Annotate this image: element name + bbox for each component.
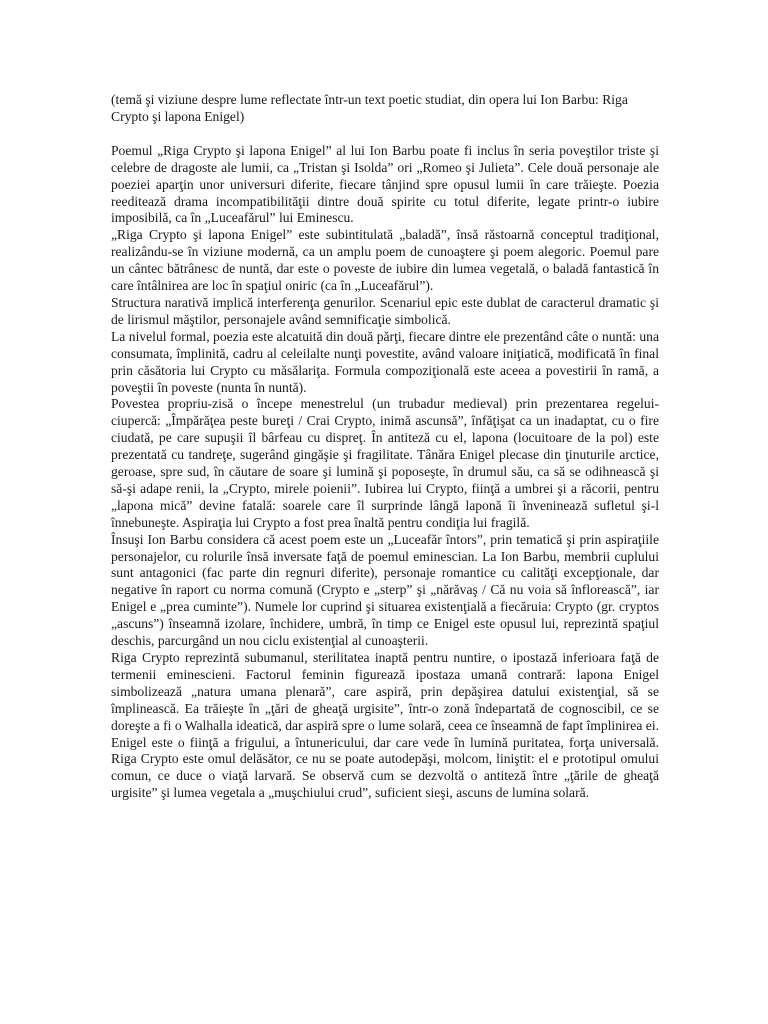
paragraph-ballad: „Riga Crypto şi lapona Enigel” este subintitulată „baladă”, însă răstoarnă conceptul tradiţional, realizându-se în viziune modernă, ca un amplu poem de cunoaştere şi poem alegoric. Poemul pare un cântec bătrânesc de nuntă, dar este o poveste de iubire din lumea vegetală, o baladă fantastică în care întâlnirea are loc în spaţiul oniric (ca în „Luceafărul”). xyxy=(111,227,659,294)
paragraph-story: Povestea propriu-zisă o începe menestrelul (un trubadur medieval) prin prezentarea regelui-ciupercă: „Împărăţea peste bureţi / Crai Crypto, inimă ascunsă”, înfăţişat ca un inadaptat, cu o fire ciudată, pe care supuşii îl bârfeau cu dispreţ. În antiteză cu el, lapona (locuitoare de la pol) este prezentată cu tandreţe, sugerând gingăşie şi fragilitate. Tânăra Enigel plecase din ţinuturile arctice, geroase, spre sud, în căutare de soare şi lumină şi poposeşte, în drumul său, ca să se odihnească şi să-şi adape renii, la „Crypto, mirele poienii”. Iubirea lui Crypto, fiinţă a umbrei şi a răcorii, pentru „lapona mică” devine fatală: soarele care îl surprinde lângă laponă îi înveninează sufletul şi-l înnebuneşte. Aspiraţia lui Crypto a fost prea înaltă pentru condiţia lui fragilă. xyxy=(111,396,659,530)
document-subtitle: (temă şi viziune despre lume reflectate într-un text poetic studiat, din opera lui Ion Barbu: Riga Crypto şi lapona Enigel) xyxy=(111,92,628,124)
paragraph-riga-crypto: Riga Crypto reprezintă subumanul, sterilitatea inaptă pentru nuntire, o ipostază inferioara faţă de termenii eminescieni. Factorul feminin figurează ipostaza umană contrară: lapona Enigel simbolizează „natura umana plenară”, care aspiră, prin depăşirea datului existenţial, să se împlinească. Ea trăieşte în „ţări de gheaţă urgisite”, într-o zonă îndepartată de cognoscibil, ce se doreşte a fi o Walhalla ideatică, dar aspiră spre o lume solară, ceea ce înseamnă de fapt împlinirea ei. Enigel este o fiinţă a frigului, a întunericului, dar care vede în lumină puritatea, forţa universală. Riga Crypto este omul delăsător, ce nu se poate autodepăşi, molcom, liniştit: el e prototipul omului comun, ce duce o viaţă larvară. Se observă cum se dezvoltă o antiteză între „ţările de gheaţă urgisite” şi lumea vegetala a „muşchiului crud”, suficient sieşi, ascuns de lumina solară. xyxy=(111,650,659,801)
paragraph-formal-level: La nivelul formal, poezia este alcatuită din două părţi, fiecare dintre ele prezentând câte o nuntă: una consumata, împlinită, cadru al celeilalte nunţi povestite, având valoare iniţiatică, modificată în final prin căsătoria lui Crypto cu măsălariţa. Formula compoziţională este aceea a povestirii în ramă, a poveştii în poveste (nunta în nuntă). xyxy=(111,328,659,395)
paragraph-structure: Structura narativă implică interferenţa genurilor. Scenariul epic este dublat de caracterul dramatic şi de lirismul măştilor, personajele având semnificaţie simbolică. xyxy=(111,294,659,327)
paragraph-luceafar-intors: Însuşi Ion Barbu considera că acest poem este un „Luceafăr întors”, prin tematică şi prin aspiraţiile personajelor, cu rolurile însă inversate faţă de poemul eminescian. La Ion Barbu, membrii cuplului sunt antagonici (fac parte din regnuri diferite), personaje romantice cu calităţi excepţionale, dar negative în raport cu norma comună (Crypto e „sterp” şi „nărăvaş / Că nu voia să înflorească”, iar Enigel e „prea cuminte”). Numele lor cuprind şi situarea existenţială a fiecăruia: Crypto (gr. cryptos „ascuns”) înseamnă izolare, închidere, umbră, în timp ce Enigel este opusul lui, reprezintă spaţiul deschis, parcurgând un nou ciclu existenţial al cunoaşterii. xyxy=(111,531,659,649)
document-page xyxy=(111,92,659,802)
paragraph-intro: Poemul „Riga Crypto şi lapona Enigel” al lui Ion Barbu poate fi inclus în seria poveştilor triste şi celebre de dragoste ale lumii, ca „Tristan şi Isolda” ori „Romeo şi Julieta”. Cele două personaje ale poeziei aparţin unor universuri diferite, fiecare tânjind spre opusul lumii în care trăieşte. Poezia reeditează drama incompatibilităţii dintre două spirite cu totul diferite, legate printr-o iubire imposibilă, ca în „Luceafărul” lui Eminescu. xyxy=(111,142,659,226)
